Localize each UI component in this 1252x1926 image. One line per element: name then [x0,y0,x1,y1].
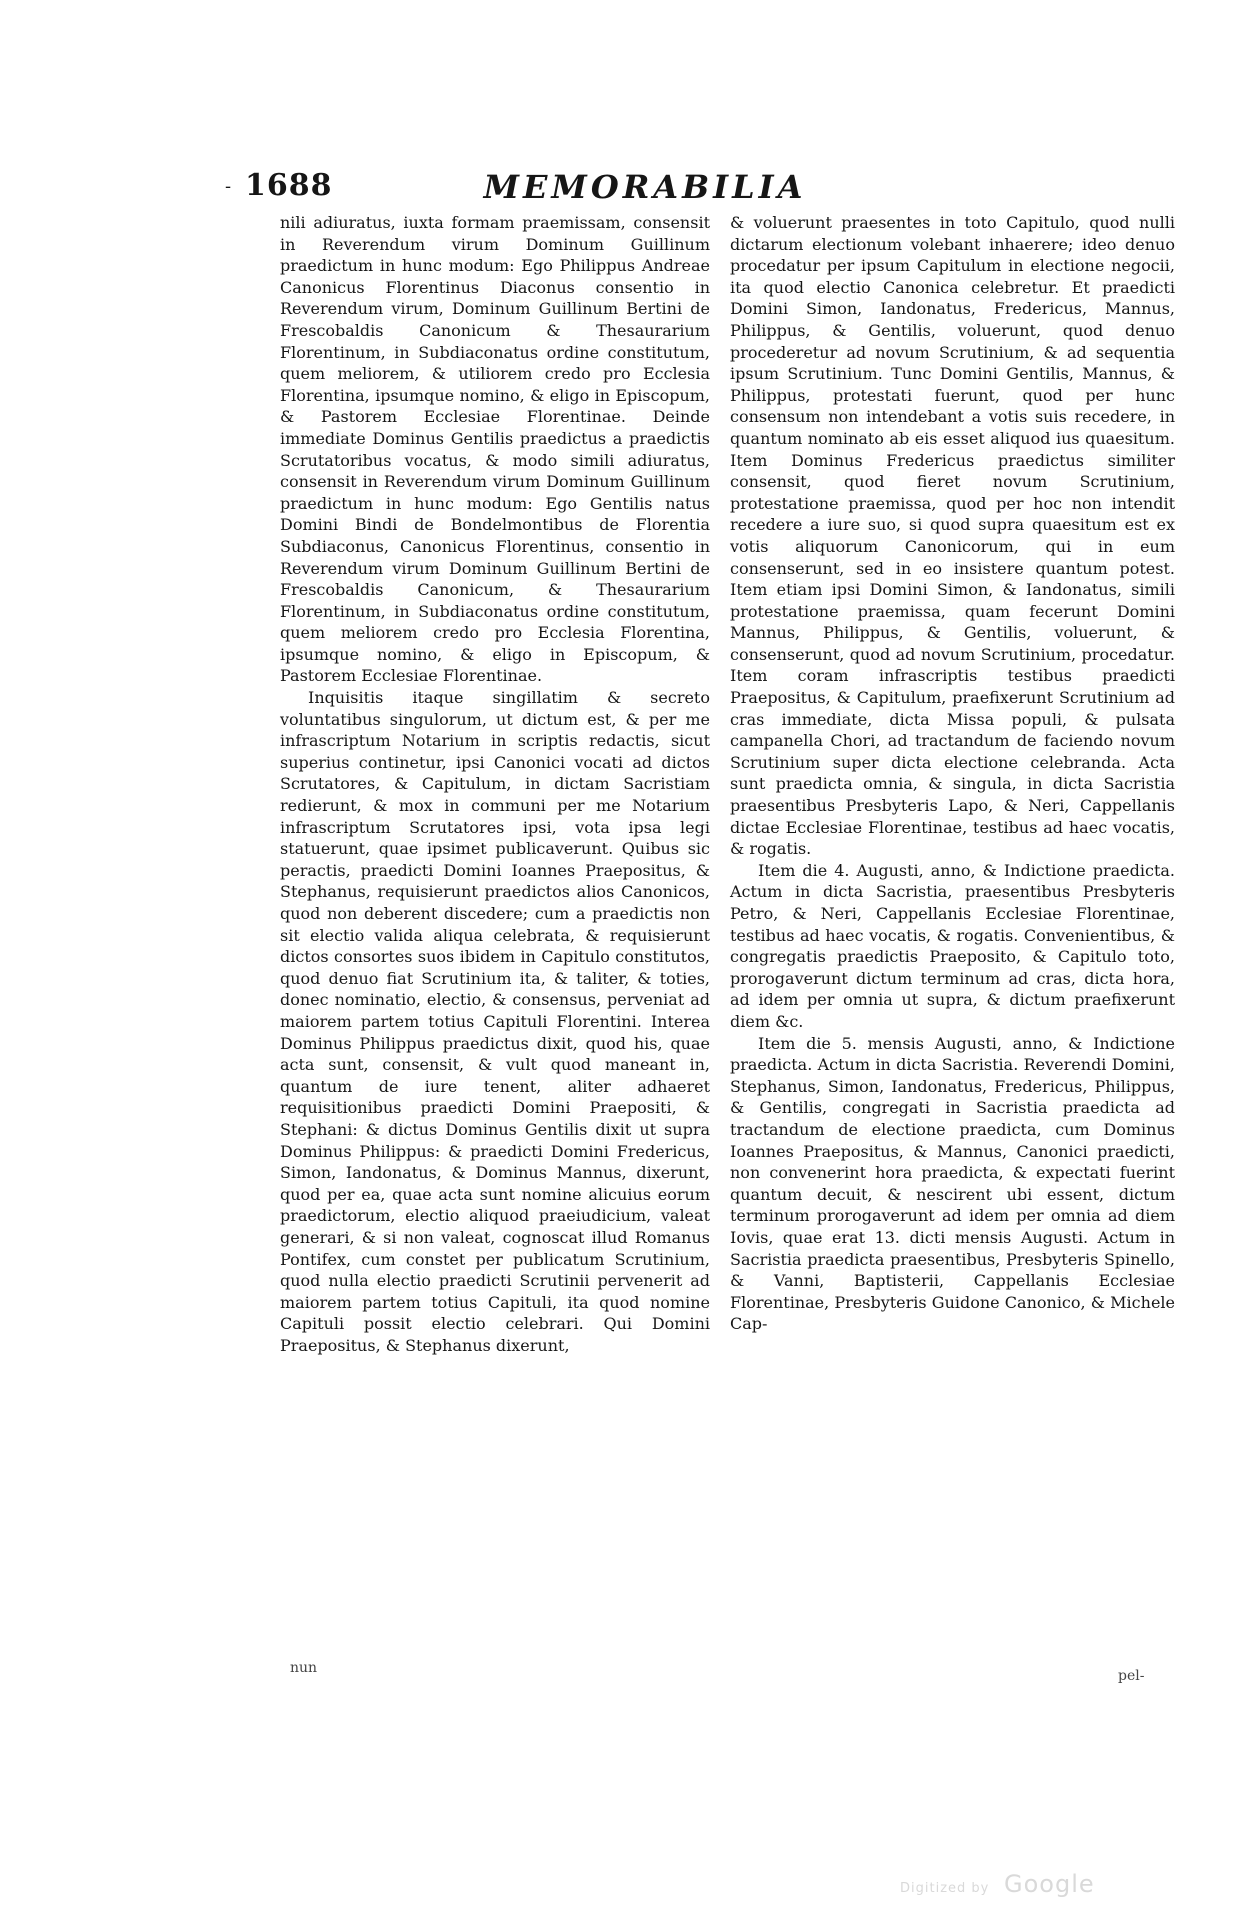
catchword-right: pel- [1118,1668,1145,1684]
watermark-brand: Google [1004,1870,1095,1898]
digitized-watermark [900,1870,1095,1898]
right-paragraph-1: & voluerunt praesentes in toto Capitulo, quod nulli dictarum electionum volebant inhaerere; ideo denuo procedatur per ipsum Capitulum in electione negocii, ita quod electio Canonica celebretur. Et praedicti Domini Simon, Iandonatus, Fredericus, Mannus, Philippus, & Gentilis, voluerunt, quod denuo procederetur ad novum Scrutinium, & ad sequentia ipsum Scrutinium. Tunc Domini Gentilis, Mannus, & Philippus, protestati fuerunt, quod per hunc consensum non intendebant a votis suis recedere, in quantum nominato ab eis esset aliquod ius quaesitum. Item Dominus Fredericus praedictus similiter consensit, quod fieret novum Scrutinium, protestatione praemissa, quod per hoc non intendit recedere a iure suo, si quod supra quaesitum est ex votis aliquorum Canonicorum, qui in eum consenserunt, sed in eo insistere quantum potest. Item etiam ipsi Domini Simon, & Iandonatus, simili protestatione praemissa, quam fecerunt Domini Mannus, Philippus, & Gentilis, voluerunt, & consenserunt, quod ad novum Scrutinium, procedatur. Item coram infrascriptis testibus praedicti Praepositus, & Capitulum, praefixerunt Scrutinium ad cras immediate, dicta Missa populi, & pulsata campanella Chori, ad tractandum de faciendo novum Scrutinium super dicta electione celebranda. Acta sunt praedicta omnia, & singula, in dicta Sacristia praesentibus Presbyteris Lapo, & Neri, Cappellanis dictae Ecclesiae Florentinae, testibus ad haec vocatis, & rogatis. [730,213,1175,859]
left-column [280,212,710,1356]
right-paragraph-2: Item die 4. Augusti, anno, & Indictione praedicta. Actum in dicta Sacristia, praesentibus Presbyteris Petro, & Neri, Cappellanis Ecclesiae Florentinae, testibus ad haec vocatis, & rogatis. Convenientibus, & congregatis praedictis Praeposito, & Capitulo toto, prorogaverunt dictum terminum ad cras, dicta hora, ad idem per omnia ut supra, & dictum praefixerunt diem &c. [730,860,1175,1031]
left-paragraph-1: nili adiuratus, iuxta formam praemissam, consensit in Reverendum virum Dominum Guillinum praedictum in hunc modum: Ego Philippus Andreae Canonicus Florentinus Diaconus consentio in Reverendum virum, Dominum Guillinum Bertini de Frescobaldis Canonicum & Thesaurarium Florentinum, in Subdiaconatus ordine constitutum, quem meliorem, & utiliorem credo pro Ecclesia Florentina, ipsumque nomino, & eligo in Episcopum, & Pastorem Ecclesiae Florentinae. Deinde immediate Dominus Gentilis praedictus a praedictis Scrutatoribus vocatus, & modo simili adiuratus, consensit in Reverendum virum Dominum Guillinum praedictum in hunc modum: Ego Gentilis natus Domini Bindi de Bondelmontibus de Florentia Subdiaconus, Canonicus Florentinus, consentio in Reverendum virum Dominum Guillinum Bertini de Frescobaldis Canonicum, & Thesaurarium Florentinum, in Subdiaconatus ordine constitutum, quem meliorem credo pro Ecclesia Florentina, ipsumque nomino, & eligo in Episcopum, & Pastorem Ecclesiae Florentinae. [280,213,710,686]
right-paragraph-3: Item die 5. mensis Augusti, anno, & Indictione praedicta. Actum in dicta Sacristia. Reverendi Domini, Stephanus, Simon, Iandonatus, Fredericus, Philippus, & Gentilis, congregati in Sacristia praedicta ad tractandum de electione praedicta, cum Dominus Ioannes Praepositus, & Mannus, Canonici praedicti, non convenerint hora praedicta, & expectati fuerint quantum decuit, & nescirent ubi essent, dictum terminum prorogaverunt ad idem per omnia ad diem Iovis, quae erat 13. dicti mensis Augusti. Actum in Sacristia praedicta praesentibus, Presbyteris Spinello, & Vanni, Baptisterii, Cappellanis Ecclesiae Florentinae, Presbyteris Guidone Canonico, & Michele Cap- [730,1033,1175,1334]
left-paragraph-2: Inquisitis itaque singillatim & secreto voluntatibus singulorum, ut dictum est, & per me infrascriptum Notarium in scriptis redactis, sicut superius continetur, ipsi Canonici vocati ad dictos Scrutatores, & Capitulum, in dictam Sacristiam redierunt, & mox in communi per me Notarium infrascriptum Scrutatores ipsi, vota ipsa legi statuerunt, quae ipsimet publicaverunt. Quibus sic peractis, praedicti Domini Ioannes Praepositus, & Stephanus, requisierunt praedictos alios Canonicos, quod non deberent discedere; cum a praedictis non sit electio valida aliqua celebrata, & requisierunt dictos consortes suos ibidem in Capitulo constitutos, quod denuo fiat Scrutinium ita, & taliter, & toties, donec nominatio, electio, & consensus, perveniat ad maiorem partem totius Capituli Florentini. Interea Dominus Philippus praedictus dixit, quod his, quae acta sunt, consensit, & vult quod maneant in, quantum de iure tenent, aliter adhaeret requisitionibus praedicti Domini Praepositi, & Stephani: & dictus Dominus Gentilis dixit ut supra Dominus Philippus: & praedicti Domini Fredericus, Simon, Iandonatus, & Dominus Mannus, dixerunt, quod per ea, quae acta sunt nomine alicuius eorum praedictorum, electio aliquod praeiudicium, valeat generari, & si non valeat, cognoscat illud Romanus Pontifex, cum constet per publicatum Scrutinium, quod nulla electio praedicti Scrutinii pervenerit ad maiorem partem totius Capituli, ita quod nomine Capituli possit electio celebrari. Qui Domini Praepositus, & Stephanus dixerunt, [280,688,710,1355]
header-mark: - [225,176,232,197]
catchword-left: nun [290,1660,318,1676]
running-title: MEMORABILIA [483,168,807,206]
right-column [730,212,1175,1335]
watermark-prefix: Digitized by [900,1881,990,1896]
page-header [225,168,995,208]
page-number: 1688 [245,168,333,203]
